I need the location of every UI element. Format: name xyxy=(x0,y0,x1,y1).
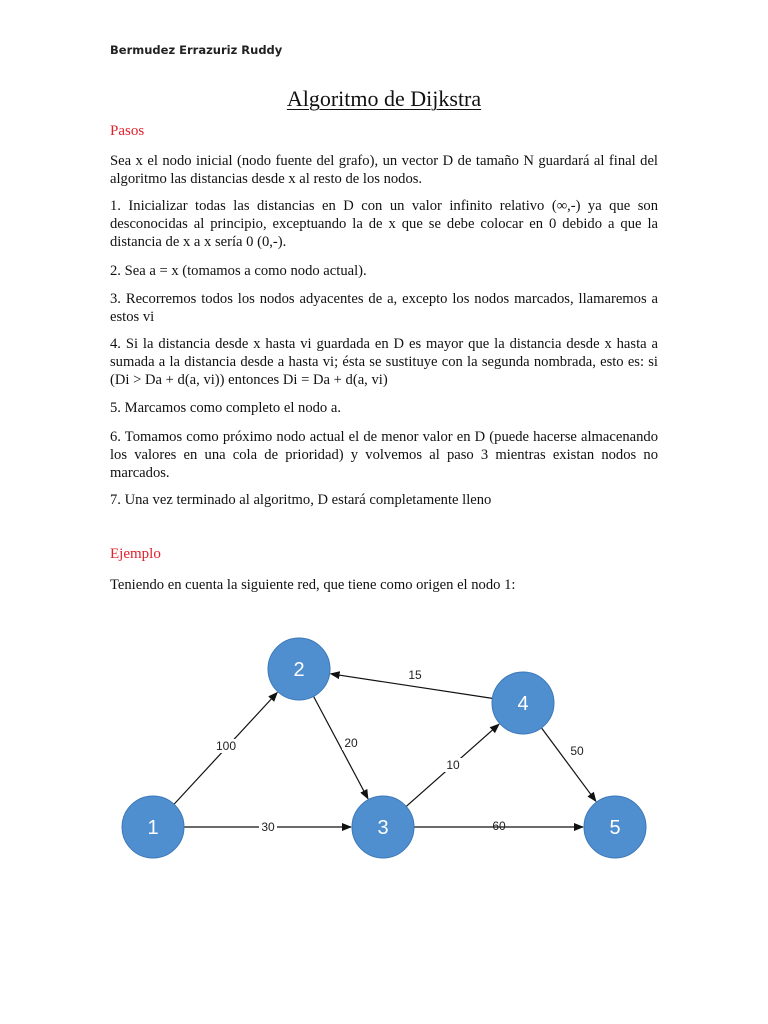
step-5: 5. Marcamos como completo el nodo a. xyxy=(110,400,342,416)
section-heading-ejemplo: Ejemplo xyxy=(110,546,161,562)
edge-4-5 xyxy=(541,728,595,801)
edge-weight-label: 50 xyxy=(570,744,584,758)
intro-paragraph: Sea x el nodo inicial (nodo fuente del grafo), un vector D de tamaño N guardará al final del algoritmo las distancias desde x al resto de los nodos. xyxy=(110,153,658,187)
edge-weight-label: 30 xyxy=(261,820,275,834)
graph-node-label: 5 xyxy=(609,817,621,839)
example-intro: Teniendo en cuenta la siguiente red, que tiene como origen el nodo 1: xyxy=(110,577,516,593)
edge-weight-label: 20 xyxy=(344,736,358,750)
graph-node-label: 4 xyxy=(517,693,529,715)
edge-weight-label: 100 xyxy=(215,739,237,753)
edge-weight-label: 15 xyxy=(408,668,422,682)
section-heading-pasos: Pasos xyxy=(110,123,145,139)
step-3: 3. Recorremos todos los nodos adyacentes de a, excepto los nodos marcados, llamaremos a estos vi xyxy=(110,291,658,325)
step-6: 6. Tomamos como próximo nodo actual el de menor valor en D (puede hacerse almacenando los valores en una cola de prioridad) y volvemos al paso 3 mientras existan nodos no marcados. xyxy=(110,429,658,481)
graph-node-label: 3 xyxy=(377,817,389,839)
edge-weight-label: 60 xyxy=(492,819,506,833)
step-2: 2. Sea a = x (tomamos a como nodo actual). xyxy=(110,263,367,279)
graph-node-label: 1 xyxy=(147,817,159,839)
graph-node-label: 2 xyxy=(293,659,305,681)
author-header: Bermudez Errazuriz Ruddy xyxy=(110,43,283,57)
title-text: Algoritmo de Dijkstra xyxy=(286,86,482,111)
graph-diagram xyxy=(105,625,685,875)
edge-weight-label: 10 xyxy=(446,758,460,772)
step-7: 7. Una vez terminado al algoritmo, D estará completamente lleno xyxy=(110,492,492,508)
step-1: 1. Inicializar todas las distancias en D con un valor infinito relativo (∞,-) ya que son desconocidas al principio, exceptuando la de x que se debe colocar en 0 debido a que la distancia de x a x sería 0 (0,-). xyxy=(110,198,658,250)
step-4: 4. Si la distancia desde x hasta vi guardada en D es mayor que la distancia desde x hasta a sumada a la distancia desde a hasta vi; ésta se sustituye con la segunda nombrada, esto es: si (Di > Da + d(a, vi)) entonces Di = Da + d(a, vi) xyxy=(110,336,658,388)
document-title xyxy=(0,86,768,112)
